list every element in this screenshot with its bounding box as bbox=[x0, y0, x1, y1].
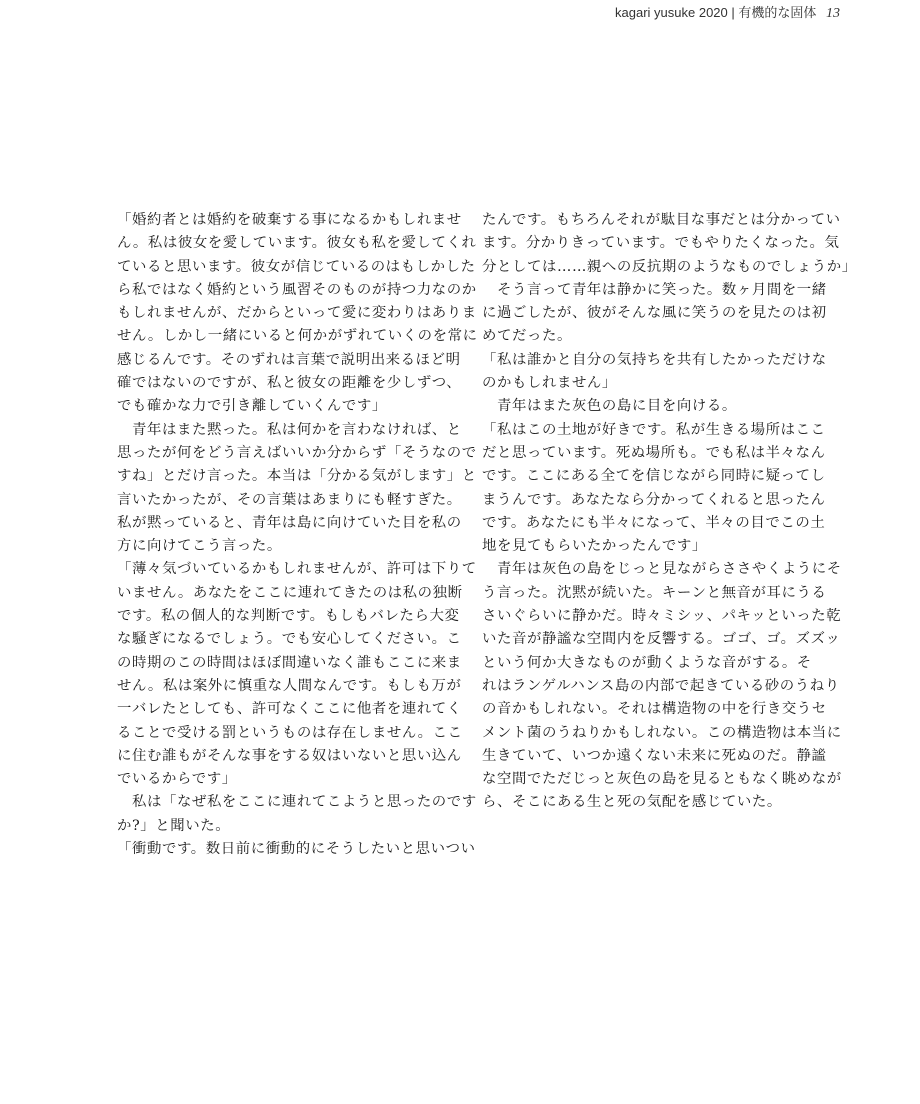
text-line: ることで受ける罰というものは存在しません。ここ bbox=[117, 724, 463, 741]
text-line: そう言って青年は静かに笑った。数ヶ月間を一緒 bbox=[482, 281, 827, 298]
text-line: 青年はまた黙った。私は何かを言わなければ、と bbox=[117, 421, 462, 438]
text-line: のかもしれません」 bbox=[482, 375, 617, 392]
text-line: に住む誰もがそんな事をする奴はいないと思い込ん bbox=[117, 747, 462, 764]
text-line: 地を見てもらいたかったんです」 bbox=[482, 538, 707, 555]
text-line: さいぐらいに静かだ。時々ミシッ、パキッといった乾 bbox=[482, 608, 842, 625]
text-line: な騒ぎになるでしょう。でも安心してください。こ bbox=[117, 631, 462, 648]
text-line: だと思っています。死ぬ場所も。でも私は半々なん bbox=[482, 444, 826, 461]
text-line: です。あなたにも半々になって、半々の目でこの土 bbox=[482, 514, 826, 531]
text-line: いません。あなたをここに連れてきたのは私の独断 bbox=[117, 584, 463, 601]
text-line: ら私ではなく婚約という風習そのものが持つ力なのか bbox=[117, 281, 477, 298]
text-line: いた音が静謐な空間内を反響する。ゴゴ、ゴ。ズズッ bbox=[482, 631, 841, 648]
running-header bbox=[615, 4, 840, 23]
text-line: 私は「なぜ私をここに連れてこようと思ったのです bbox=[117, 794, 477, 811]
text-line: の音かもしれない。それは構造物の中を行き交うセ bbox=[482, 701, 827, 718]
text-line: せん。私は案外に慎重な人間なんです。もしも万が bbox=[117, 677, 462, 694]
text-line: 生きていて、いつか遠くない未来に死ぬのだ。静謐 bbox=[482, 747, 827, 764]
header-title: kagari yusuke 2020 | 有機的な固体 bbox=[615, 5, 817, 20]
text-line: でいるからです」 bbox=[117, 771, 237, 788]
text-line: か?」と聞いた。 bbox=[117, 817, 231, 834]
text-line: せん。しかし一緒にいると何かがずれていくのを常に bbox=[117, 328, 478, 345]
text-line: 「私は誰かと自分の気持ちを共有したかっただけな bbox=[482, 351, 827, 368]
text-line: 「婚約者とは婚約を破棄する事になるかもしれませ bbox=[117, 212, 462, 228]
text-line: 思ったが何をどう言えばいいか分からず「そうなので bbox=[117, 444, 477, 461]
text-line: 「薄々気づいているかもしれませんが、許可は下りて bbox=[117, 561, 477, 578]
text-line: 青年は灰色の島をじっと見ながらささやくようにそ bbox=[482, 561, 842, 578]
page-number: 13 bbox=[826, 6, 840, 21]
text-line: な空間でただじっと灰色の島を見るともなく眺めなが bbox=[482, 771, 842, 788]
text-line: 方に向けてこう言った。 bbox=[117, 538, 282, 555]
text-line: ていると思います。彼女が信じているのはもしかした bbox=[117, 258, 476, 275]
text-line: 分としては……親への反抗期のようなものでしょうか」 bbox=[482, 258, 857, 275]
text-line: れはランゲルハンス島の内部で起きている砂のうねり bbox=[482, 677, 840, 694]
text-line: 私が黙っていると、青年は島に向けていた目を私の bbox=[117, 514, 462, 531]
text-line: もしれませんが、だからといって愛に変わりはありま bbox=[117, 305, 477, 322]
text-line: でも確かな力で引き離していくんです」 bbox=[117, 398, 387, 415]
text-line: ん。私は彼女を愛しています。彼女も私を愛してくれ bbox=[117, 235, 477, 252]
text-line: 「衝動です。数日前に衝動的にそうしたいと思いつい bbox=[117, 841, 476, 858]
text-line: メント菌のうねりかもしれない。この構造物は本当に bbox=[482, 724, 842, 741]
text-line: 「私はこの土地が好きです。私が生きる場所はここ bbox=[482, 421, 826, 438]
text-line: の時期のこの時間はほぼ間違いなく誰もここに来ま bbox=[117, 654, 462, 671]
text-line: 言いたかったが、その言葉はあまりにも軽すぎた。 bbox=[117, 491, 462, 508]
text-line: ら、そこにある生と死の気配を感じていた。 bbox=[482, 794, 782, 811]
text-line: たんです。もちろんそれが駄目な事だとは分かってい bbox=[482, 212, 841, 228]
text-line: 感じるんです。そのずれは言葉で説明出来るほど明 bbox=[117, 351, 461, 368]
text-line: すね」とだけ言った。本当は「分かる気がします」と bbox=[117, 468, 477, 485]
text-line: ます。分かりきっています。でもやりたくなった。気 bbox=[482, 235, 840, 252]
text-line: 確ではないのですが、私と彼女の距離を少しずつ、 bbox=[117, 375, 462, 392]
text-column-left bbox=[117, 209, 478, 861]
text-line: という何か大きなものが動くような音がする。そ bbox=[482, 654, 812, 671]
text-line: う言った。沈黙が続いた。キーンと無音が耳にうる bbox=[482, 584, 827, 601]
text-column-right bbox=[482, 209, 857, 815]
text-line: めてだった。 bbox=[482, 328, 572, 345]
text-line: まうんです。あなたなら分かってくれると思ったん bbox=[482, 491, 826, 508]
text-line: 青年はまた灰色の島に目を向ける。 bbox=[482, 398, 737, 415]
text-line: です。私の個人的な判断です。もしもバレたら大変 bbox=[117, 608, 460, 625]
text-line: に過ごしたが、彼がそんな風に笑うのを見たのは初 bbox=[482, 305, 827, 322]
text-line: です。ここにある全てを信じながら同時に疑ってし bbox=[482, 468, 826, 485]
text-line: 一バレたとしても、許可なくここに他者を連れてく bbox=[117, 701, 462, 718]
